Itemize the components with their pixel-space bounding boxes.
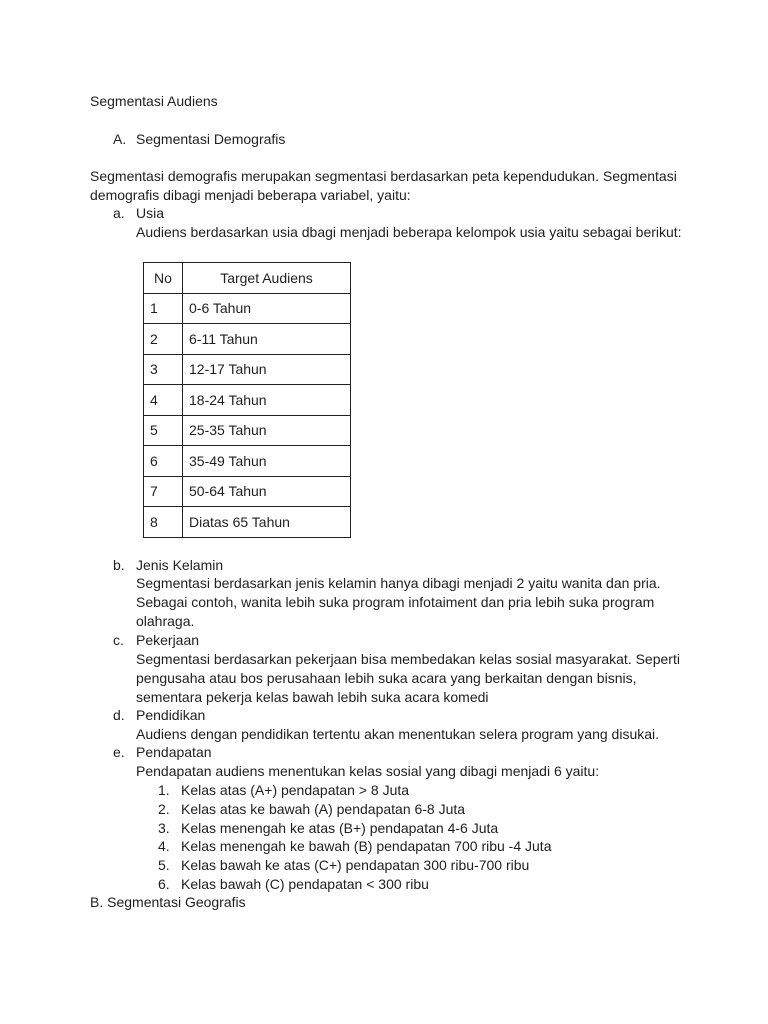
table-row	[144, 324, 351, 355]
table-cell-target: 25-35 Tahun	[183, 415, 351, 446]
income-list-item: Kelas menengah ke bawah (B) pendapatan 700 ribu -4 Juta	[181, 838, 552, 854]
intro-line-2: demografis dibagi menjadi beberapa variabel, yaitu:	[90, 187, 411, 203]
item-c-text-1: Segmentasi berdasarkan pekerjaan bisa membedakan kelas sosial masyarakat. Seperti	[136, 651, 680, 667]
income-list-item: Kelas bawah (C) pendapatan < 300 ribu	[181, 876, 429, 892]
table-cell-no: 7	[144, 476, 183, 507]
income-list-number: 5.	[158, 857, 170, 873]
document-title: Segmentasi Audiens	[90, 93, 218, 109]
intro-line-1: Segmentasi demografis merupakan segmentasi berdasarkan peta kependudukan. Segmentasi	[90, 168, 677, 184]
table-cell-no: 6	[144, 446, 183, 477]
income-list-number: 2.	[158, 801, 170, 817]
table-cell-target: 50-64 Tahun	[183, 476, 351, 507]
income-list-item: Kelas atas ke bawah (A) pendapatan 6-8 Juta	[181, 801, 466, 817]
item-d-text-1: Audiens dengan pendidikan tertentu akan menentukan selera program yang disukai.	[136, 726, 660, 742]
table-cell-target: 35-49 Tahun	[183, 446, 351, 477]
item-c-marker: c.	[113, 632, 124, 648]
item-c-text-3: sementara pekerja kelas bawah lebih suka acara komedi	[136, 689, 489, 705]
table-cell-target: 18-24 Tahun	[183, 385, 351, 416]
table-cell-no: 5	[144, 415, 183, 446]
table-cell-target: 6-11 Tahun	[183, 324, 351, 355]
income-list-number: 3.	[158, 820, 170, 836]
table-cell-no: 1	[144, 293, 183, 324]
item-b-text-2: Sebagai contoh, wanita lebih suka program infotaiment dan pria lebih suka program	[136, 594, 655, 610]
item-b-label: Jenis Kelamin	[136, 557, 224, 573]
item-e-text-1: Pendapatan audiens menentukan kelas sosial yang dibagi menjadi 6 yaitu:	[136, 763, 600, 779]
table-cell-target: 12-17 Tahun	[183, 354, 351, 385]
table-cell-target: Diatas 65 Tahun	[183, 507, 351, 538]
item-b-text-1: Segmentasi berdasarkan jenis kelamin hanya dibagi menjadi 2 yaitu wanita dan pria.	[136, 575, 661, 591]
item-c-text-2: pengusaha atau bos perusahaan lebih suka acara yang berkaitan dengan bisnis,	[136, 670, 637, 686]
table-cell-no: 3	[144, 354, 183, 385]
table-row	[144, 507, 351, 538]
income-list-number: 6.	[158, 876, 170, 892]
table-header-target: Target Audiens	[183, 263, 351, 294]
item-a-marker: a.	[113, 205, 125, 221]
income-list-item: Kelas atas (A+) pendapatan > 8 Juta	[181, 782, 410, 798]
age-segment-table	[143, 262, 351, 538]
item-e-label: Pendapatan	[136, 744, 212, 760]
section-a-heading: Segmentasi Demografis	[136, 131, 286, 147]
table-header-row	[144, 263, 351, 294]
section-a-marker: A.	[113, 131, 127, 147]
table-row	[144, 415, 351, 446]
item-c-label: Pekerjaan	[136, 632, 200, 648]
section-b-heading: B. Segmentasi Geografis	[90, 894, 246, 910]
income-list-number: 1.	[158, 782, 170, 798]
table-cell-no: 8	[144, 507, 183, 538]
item-d-label: Pendidikan	[136, 707, 206, 723]
table-row	[144, 293, 351, 324]
item-b-text-3: olahraga.	[136, 613, 195, 629]
item-a-text-1: Audiens berdasarkan usia dbagi menjadi beberapa kelompok usia yaitu sebagai berikut:	[136, 224, 682, 240]
table-row	[144, 354, 351, 385]
item-a-label: Usia	[136, 205, 165, 221]
table-header-no: No	[144, 263, 183, 294]
table-row	[144, 446, 351, 477]
table-cell-no: 2	[144, 324, 183, 355]
income-list-item: Kelas bawah ke atas (C+) pendapatan 300 ribu-700 ribu	[181, 857, 530, 873]
table-row	[144, 476, 351, 507]
table-cell-target: 0-6 Tahun	[183, 293, 351, 324]
item-b-marker: b.	[113, 557, 125, 573]
table-cell-no: 4	[144, 385, 183, 416]
income-list-number: 4.	[158, 838, 170, 854]
item-d-marker: d.	[113, 707, 125, 723]
income-list-item: Kelas menengah ke atas (B+) pendapatan 4-6 Juta	[181, 820, 499, 836]
table-row	[144, 385, 351, 416]
item-e-marker: e.	[113, 744, 125, 760]
